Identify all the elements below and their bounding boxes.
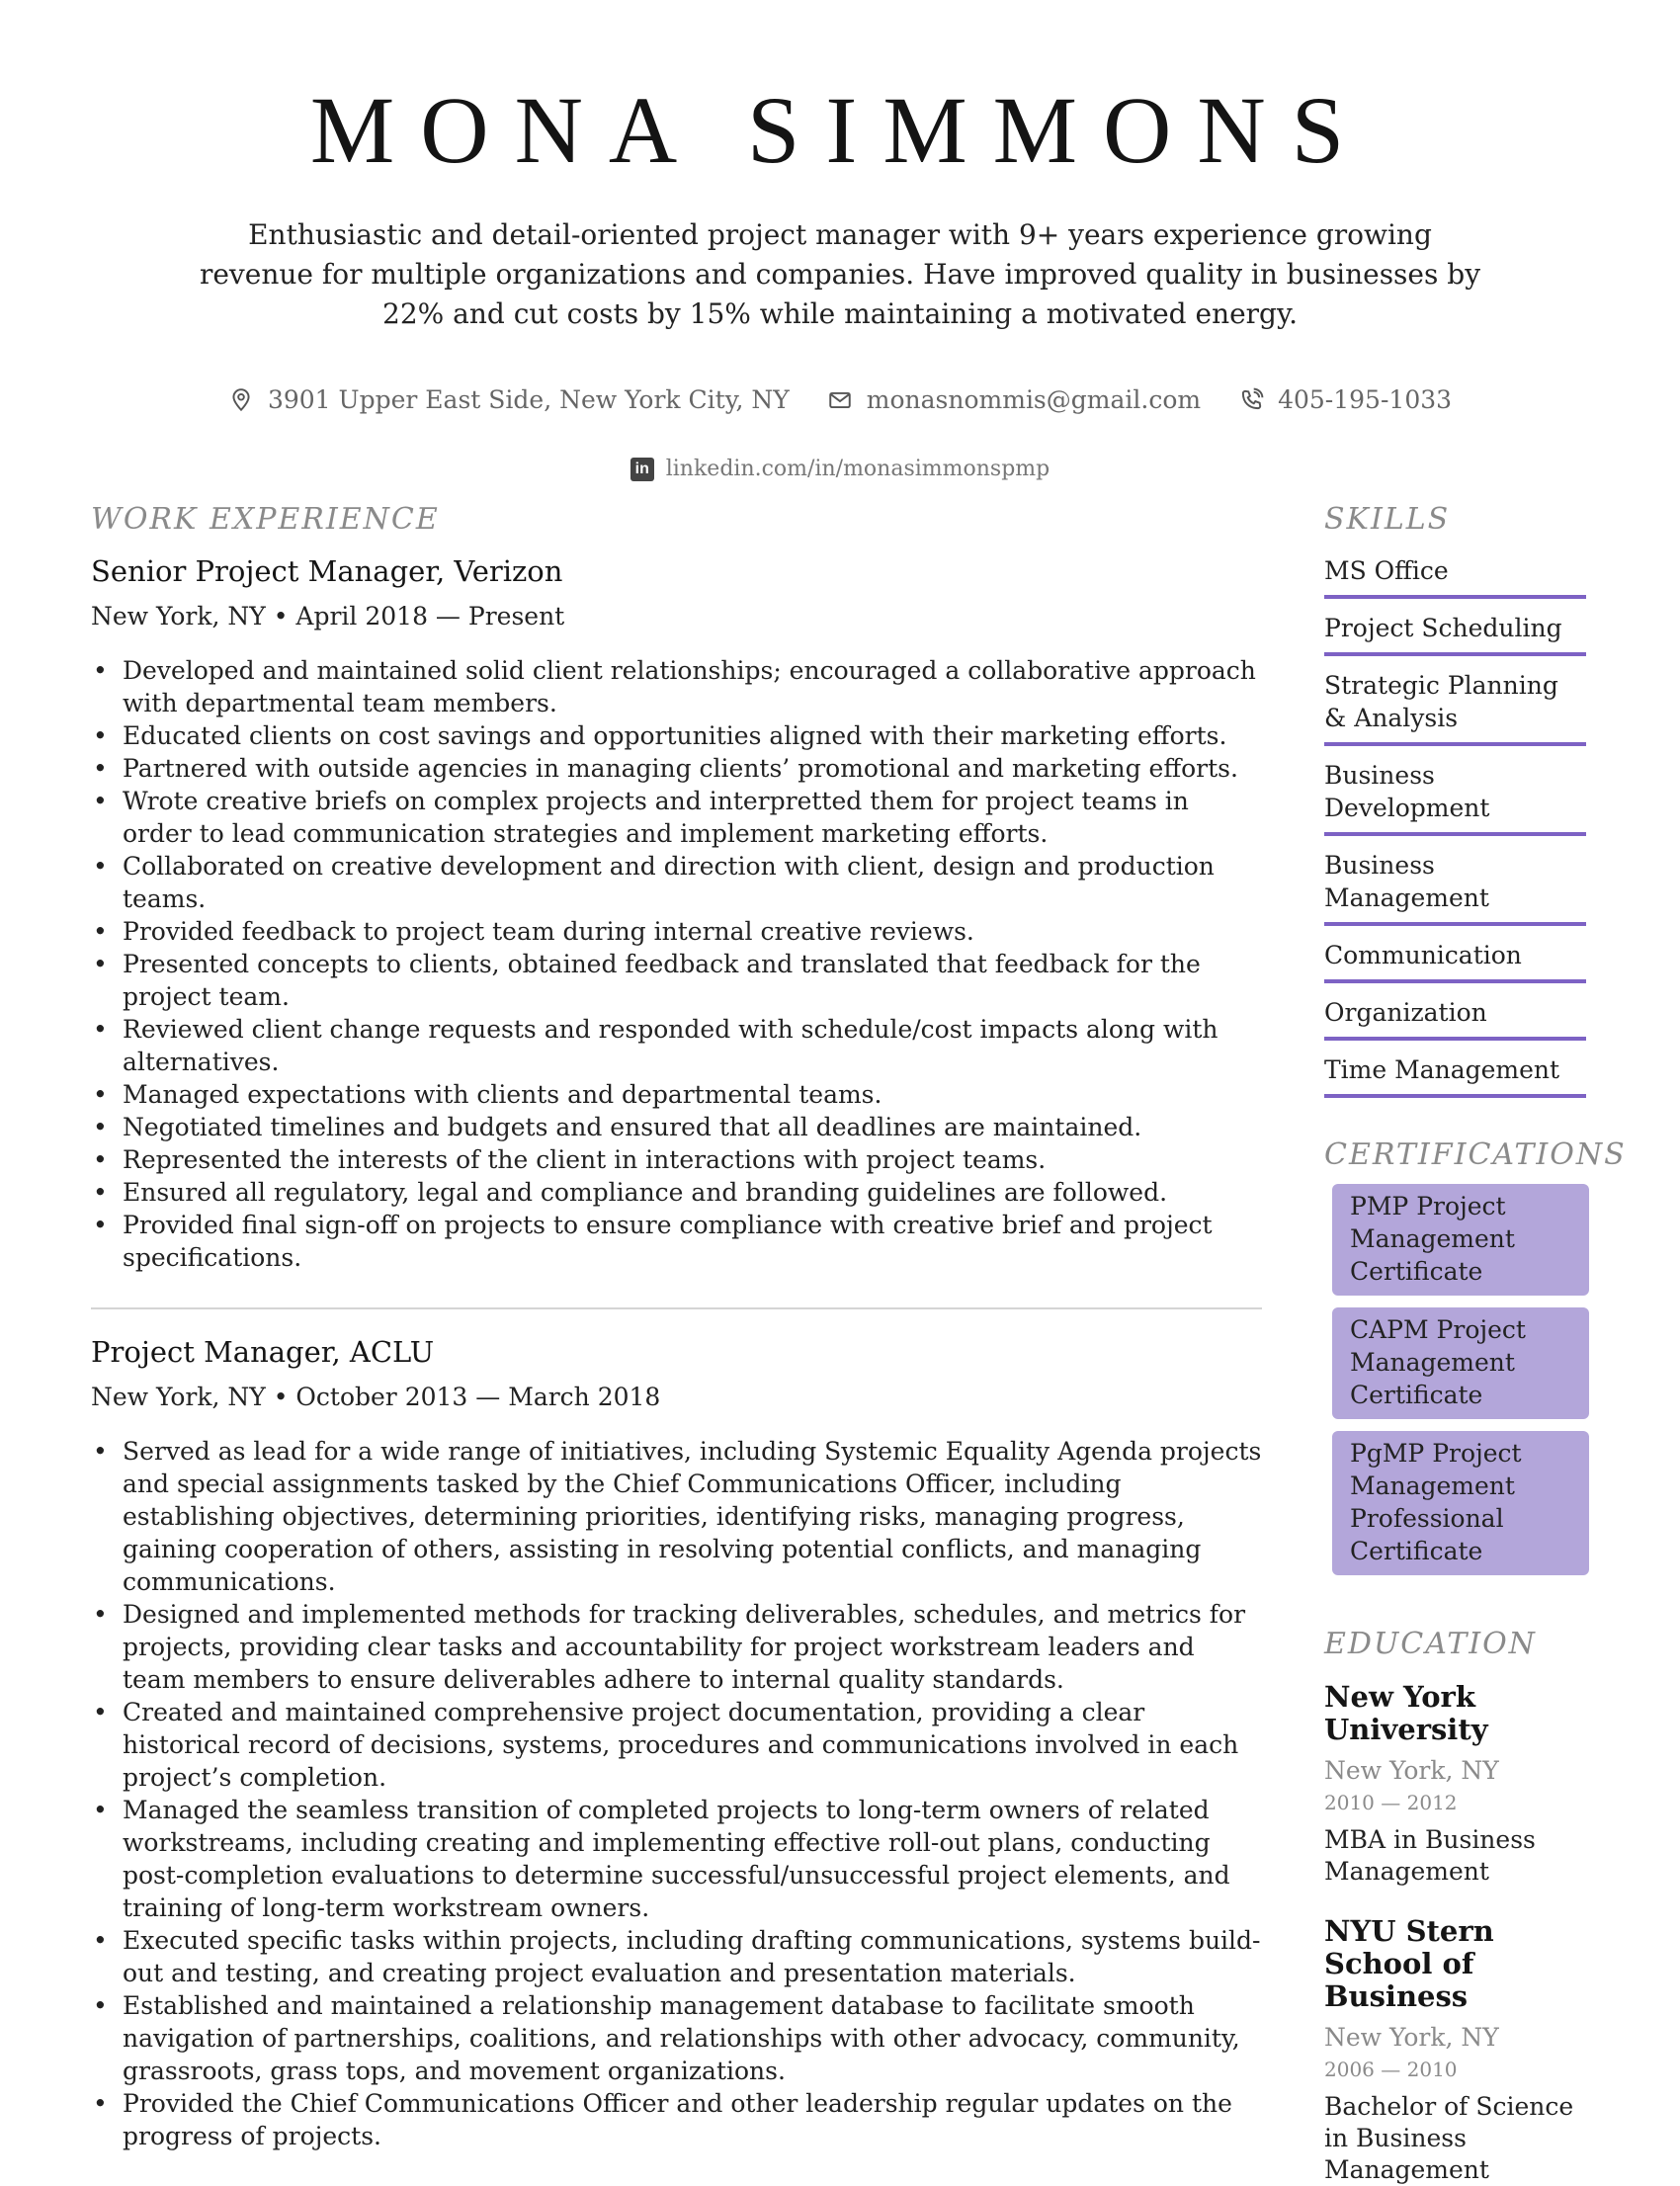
bullet-item: • Partnered with outside agencies in managing clients’ promotional and marketing efforts. bbox=[91, 752, 1262, 785]
section-title-skills: SKILLS bbox=[1324, 502, 1451, 537]
skill-item: Project Scheduling bbox=[1324, 612, 1586, 656]
professional-summary: Enthusiastic and detail-oriented project manager with 9+ years experience growing revenue for multiple organizations and companies. Have improved quality in businesses by 22% and cut costs by 15% while maintaining a motivated energy. bbox=[199, 218, 1481, 330]
contact-email[interactable] bbox=[827, 385, 1201, 414]
skills-list bbox=[1324, 554, 1596, 1098]
certification-badge: PgMP Project Management Professional Certificate bbox=[1332, 1431, 1589, 1575]
bullet-item: • Served as lead for a wide range of initiatives, including Systemic Equality Agenda projects and special assignments tasked by the Chief Communications Officer, including establishing objectives, determining priorities, identifying risks, managing progress, gaining cooperation of others, assisting in resolving potential conflicts, and managing communications. bbox=[91, 1435, 1262, 1598]
bullet-item: • Created and maintained comprehensive project documentation, providing a clear historical record of decisions, systems, procedures and communications involved in each project’s completion. bbox=[91, 1696, 1262, 1794]
bullet-item: • Provided final sign-off on projects to ensure compliance with creative brief and project specifications. bbox=[91, 1209, 1262, 1274]
linkedin-link[interactable]: linkedin.com/in/monasimmonspmp bbox=[665, 457, 1050, 481]
school-years: 2006 — 2010 bbox=[1324, 2058, 1458, 2081]
school-name: New York University bbox=[1324, 1680, 1488, 1746]
skill-item: Time Management bbox=[1324, 1053, 1586, 1098]
education-entry bbox=[1324, 1915, 1596, 2186]
email-link[interactable]: monasnommis@gmail.com bbox=[866, 385, 1202, 414]
bullet-item: • Educated clients on cost savings and opportunities aligned with their marketing efforts. bbox=[91, 719, 1262, 752]
bullet-item: • Established and maintained a relationship management database to facilitate smooth navigation of partnerships, coalitions, and relationships with other advocacy, community, grassroots, grass tops, and movement organizations. bbox=[91, 1989, 1262, 2087]
skill-item: Communication bbox=[1324, 939, 1586, 983]
bullet-item: • Executed specific tasks within projects, including drafting communications, systems build-out and testing, and creating project evaluation and presentation materials. bbox=[91, 1924, 1262, 1989]
job-bullets bbox=[91, 1435, 1262, 2152]
certifications-list bbox=[1324, 1184, 1596, 1575]
contact-phone[interactable] bbox=[1238, 385, 1452, 414]
candidate-name: MONA SIMMONS bbox=[309, 77, 1371, 183]
certification-badge: PMP Project Management Certificate bbox=[1332, 1184, 1589, 1296]
bullet-item: • Provided feedback to project team during internal creative reviews. bbox=[91, 915, 1262, 948]
skill-item: Business Development bbox=[1324, 759, 1586, 836]
phone-text[interactable]: 405-195-1033 bbox=[1278, 385, 1453, 414]
job-entry bbox=[91, 554, 1262, 1274]
section-title-work: WORK EXPERIENCE bbox=[91, 502, 440, 537]
location-pin-icon bbox=[228, 387, 254, 413]
section-title-education: EDUCATION bbox=[1324, 1627, 1537, 1661]
skill-item: MS Office bbox=[1324, 554, 1586, 599]
bullet-item: • Represented the interests of the client in interactions with project teams. bbox=[91, 1143, 1262, 1176]
job-entry bbox=[91, 1335, 1262, 2152]
bullet-item: • Ensured all regulatory, legal and compliance and branding guidelines are followed. bbox=[91, 1176, 1262, 1209]
bullet-item: • Collaborated on creative development and direction with client, design and production teams. bbox=[91, 850, 1262, 915]
degree-name: Bachelor of Science in Business Management bbox=[1324, 2092, 1574, 2184]
contact-address bbox=[228, 385, 790, 414]
bullet-item: • Reviewed client change requests and responded with schedule/cost impacts along with alternatives. bbox=[91, 1013, 1262, 1078]
certification-badge: CAPM Project Management Certificate bbox=[1332, 1307, 1589, 1419]
bullet-item: • Developed and maintained solid client relationships; encouraged a collaborative approach with departmental team members. bbox=[91, 654, 1262, 719]
job-title: Project Manager, ACLU bbox=[91, 1335, 435, 1369]
degree-name: MBA in Business Management bbox=[1324, 1825, 1536, 1886]
job-bullets bbox=[91, 654, 1262, 1274]
work-experience-section bbox=[91, 502, 1262, 2152]
address-text: 3901 Upper East Side, New York City, NY bbox=[267, 385, 790, 414]
job-meta: New York, NY • October 2013 — March 2018 bbox=[91, 1383, 661, 1411]
job-divider bbox=[91, 1307, 1262, 1309]
skill-item: Business Management bbox=[1324, 849, 1586, 926]
bullet-item: • Negotiated timelines and budgets and ensured that all deadlines are maintained. bbox=[91, 1111, 1262, 1143]
linkedin-icon: in bbox=[630, 458, 654, 481]
envelope-icon bbox=[827, 387, 853, 413]
school-location: New York, NY bbox=[1324, 2023, 1499, 2052]
bullet-item: • Provided the Chief Communications Officer and other leadership regular updates on the progress of projects. bbox=[91, 2087, 1262, 2152]
sidebar bbox=[1324, 502, 1627, 2186]
contact-linkedin[interactable] bbox=[0, 457, 1680, 481]
school-name: NYU Stern School of Business bbox=[1324, 1914, 1494, 2013]
job-title: Senior Project Manager, Verizon bbox=[91, 554, 563, 588]
job-meta: New York, NY • April 2018 — Present bbox=[91, 602, 565, 631]
phone-icon bbox=[1238, 387, 1264, 413]
bullet-item: • Managed the seamless transition of completed projects to long-term owners of related workstreams, including creating and implementing effective roll-out plans, conducting post-completion evaluations to determine successful/unsuccessful project elements, and training of long-term workstream owners. bbox=[91, 1794, 1262, 1924]
skill-item: Strategic Planning & Analysis bbox=[1324, 669, 1586, 746]
school-years: 2010 — 2012 bbox=[1324, 1791, 1458, 1814]
education-entry bbox=[1324, 1681, 1596, 1888]
contact-row bbox=[0, 385, 1680, 414]
bullet-item: • Managed expectations with clients and departmental teams. bbox=[91, 1078, 1262, 1111]
bullet-item: • Presented concepts to clients, obtained feedback and translated that feedback for the project team. bbox=[91, 948, 1262, 1013]
skill-item: Organization bbox=[1324, 996, 1586, 1041]
school-location: New York, NY bbox=[1324, 1756, 1499, 1785]
bullet-item: • Wrote creative briefs on complex projects and interpretted them for project teams in order to lead communication strategies and implement marketing efforts. bbox=[91, 785, 1262, 850]
section-title-certifications: CERTIFICATIONS bbox=[1324, 1137, 1627, 1172]
bullet-item: • Designed and implemented methods for tracking deliverables, schedules, and metrics for projects, providing clear tasks and accountability for project workstream leaders and team members to ensure deliverables adhere to internal quality standards. bbox=[91, 1598, 1262, 1696]
